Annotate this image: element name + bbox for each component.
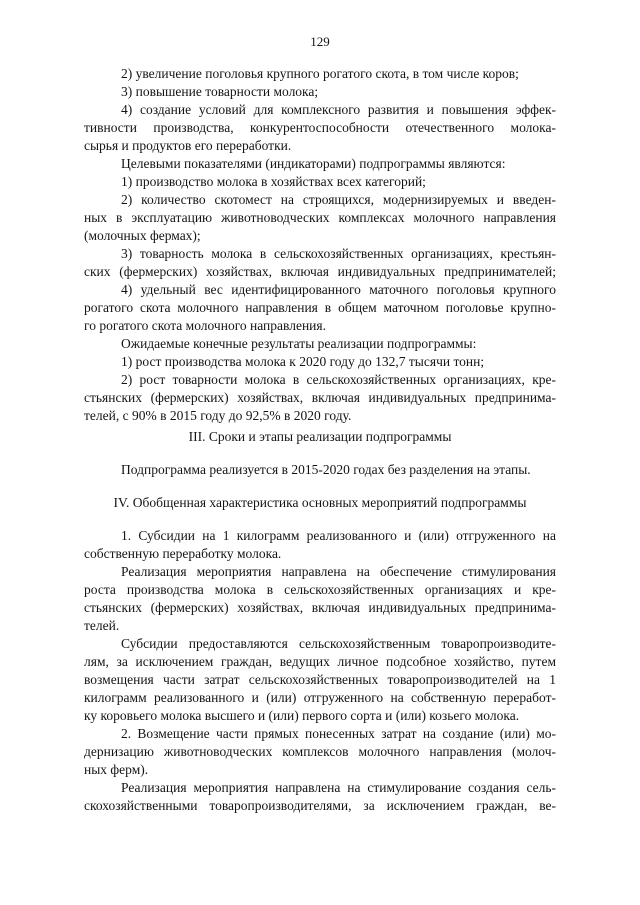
- text-line: собственную переработку молока.: [84, 546, 282, 561]
- text-line: роста производства молока в сельскохозяйственных организациях и кре-: [84, 582, 556, 597]
- text-line: стьянских (фермерских) хозяйствах, включая индивидуальных предпринима-: [84, 390, 556, 405]
- text-line: го рогатого скота молочного направления.: [84, 318, 326, 333]
- text-line: рогатого скота молочного направления в общем маточном поголовье крупно-: [84, 300, 556, 315]
- text-line: сырья и продуктов его переработки.: [84, 138, 292, 153]
- page-number: 129: [310, 34, 330, 49]
- text-line: дернизацию животноводческих комплексов молочного направления (молоч-: [84, 744, 556, 759]
- text-line: 3) повышение товарности молока;: [121, 84, 319, 99]
- text-line: Подпрограмма реализуется в 2015-2020 годах без разделения на этапы.: [121, 462, 531, 477]
- text-line: скохозяйственными товаропроизводителями, за исключением граждан, ве-: [84, 798, 556, 813]
- text-line: 3) товарность молока в сельскохозяйственных организациях, крестьян-: [121, 246, 556, 261]
- text-line: Реализация мероприятия направлена на обеспечение стимулирования: [121, 564, 556, 579]
- text-line: телей, с 90% в 2015 году до 92,5% в 2020 году.: [84, 408, 352, 423]
- text-line: стьянских (фермерских) хозяйствах, включая индивидуальных предпринима-: [84, 600, 556, 615]
- text-line: (молочных фермах);: [84, 228, 201, 243]
- text-line: ных ферм).: [84, 762, 149, 777]
- text-line: 1) производство молока в хозяйствах всех категорий;: [121, 174, 426, 189]
- text-line: Реализация мероприятия направлена на стимулирование создания сель-: [121, 780, 556, 795]
- text-line: 2. Возмещение части прямых понесенных затрат на создание (или) мо-: [121, 726, 556, 741]
- text-line: 2) количество скотомест на строящихся, модернизируемых и введен-: [121, 192, 556, 207]
- text-line: возмещения части затрат сельскохозяйственных товаропроизводителей на 1: [84, 672, 556, 687]
- section-heading: IV. Обобщенная характеристика основных мероприятий подпрограммы: [113, 495, 527, 510]
- text-line: 4) удельный вес идентифицированного маточного поголовья крупного: [121, 282, 556, 297]
- text-line: телей.: [84, 618, 120, 633]
- text-line: лям, за исключением граждан, ведущих личное подсобное хозяйство, путем: [84, 654, 556, 669]
- text-line: ских (фермерских) хозяйствах, включая индивидуальных предпринимателей;: [84, 264, 556, 279]
- text-line: Ожидаемые конечные результаты реализации подпрограммы:: [121, 336, 477, 351]
- text-line: килограмм реализованного и (или) отгруженного на собственную переработ-: [84, 690, 556, 705]
- text-line: ку коровьего молока высшего и (или) первого сорта и (или) козьего молока.: [84, 708, 520, 723]
- text-line: 2) увеличение поголовья крупного рогатого скота, в том числе коров;: [121, 66, 519, 81]
- text-line: Целевыми показателями (индикаторами) подпрограммы являются:: [121, 156, 506, 171]
- text-line: ных в эксплуатацию животноводческих комплексах молочного направления: [84, 210, 556, 225]
- section-heading: III. Сроки и этапы реализации подпрограммы: [188, 429, 452, 444]
- text-line: 1. Субсидии на 1 килограмм реализованного и (или) отгруженного на: [121, 528, 556, 543]
- text-line: тивности производства, конкурентоспособности отечественного молока-: [84, 120, 556, 135]
- text-line: 1) рост производства молока к 2020 году до 132,7 тысячи тонн;: [121, 354, 485, 369]
- text-line: 2) рост товарности молока в сельскохозяйственных организациях, кре-: [121, 372, 556, 387]
- text-line: Субсидии предоставляются сельскохозяйственным товаропроизводите-: [121, 636, 556, 651]
- text-line: 4) создание условий для комплексного развития и повышения эффек-: [121, 102, 556, 117]
